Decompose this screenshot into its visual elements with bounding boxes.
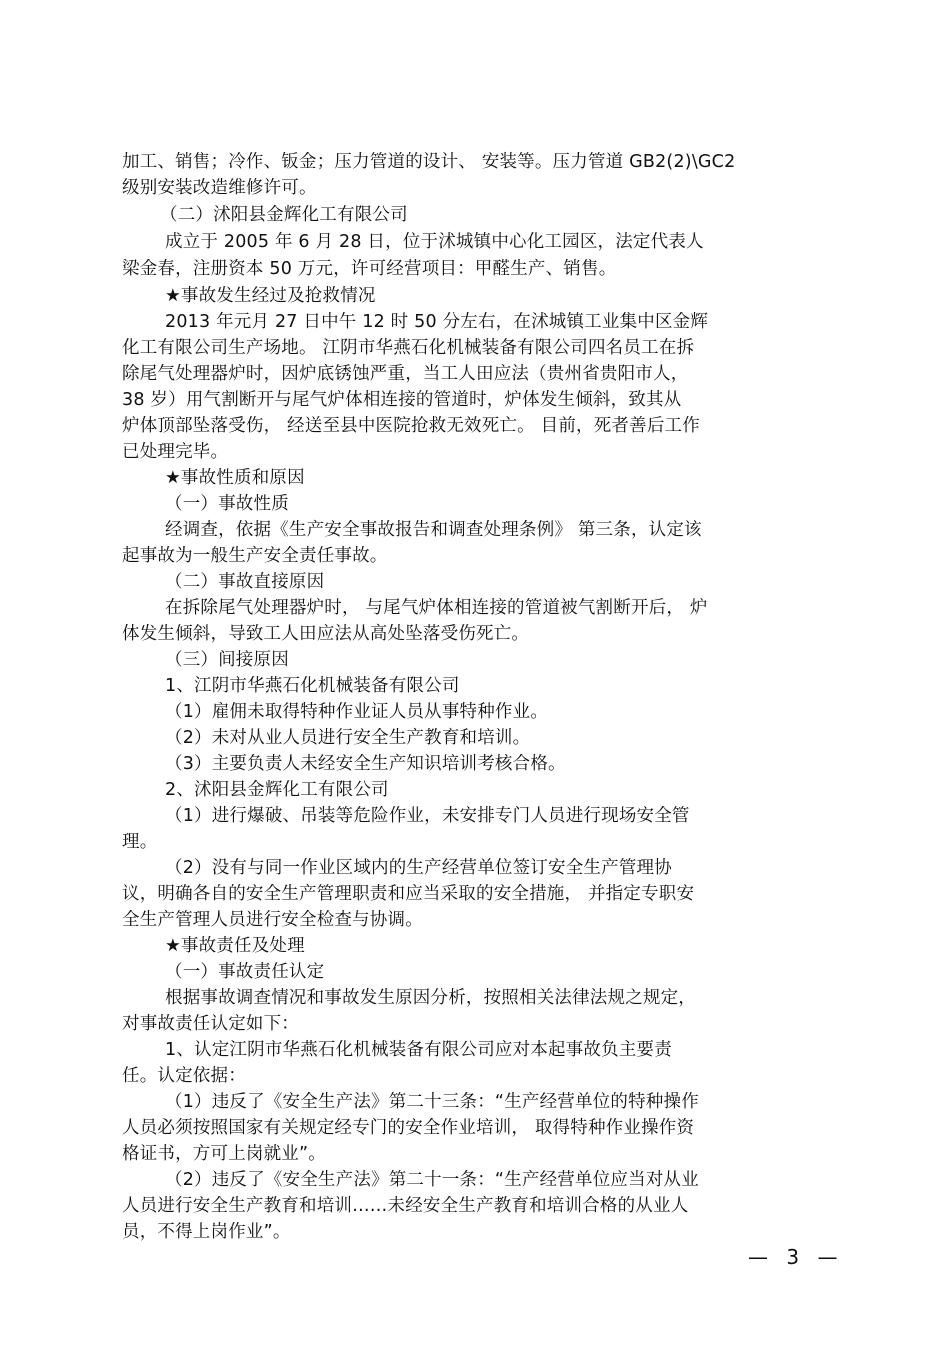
text-line: 体发生倾斜，导致工人田应法从高处坠落受伤死亡。 (122, 624, 530, 644)
text-line: 除尾气处理器炉时，因炉底锈蚀严重，当工人田应法（贵州省贵阳市人， (122, 364, 689, 384)
text-line: 已处理完毕。 (122, 442, 229, 462)
page-number: — 3 — (748, 1245, 844, 1269)
text-line: 根据事故调查情况和事故发生原因分析，按照相关法律法规之规定， (165, 988, 696, 1008)
text-line: 在拆除尾气处理器炉时， 与尾气炉体相连接的管道被气割断开后， 炉 (165, 598, 708, 618)
section-heading: ★事故责任及处理 (165, 936, 305, 956)
text-line: 对事故责任认定如下： (122, 1014, 299, 1034)
section-heading: ★事故发生经过及抢救情况 (165, 286, 376, 306)
text-line: 化工有限公司生产场地。 江阴市华燕石化机械装备有限公司四名员工在拆 (122, 338, 695, 358)
list-item: （2）违反了《安全生产法》第二十一条：“生产经营单位应当对从业 (165, 1170, 699, 1190)
text-line: 起事故为一般生产安全责任事故。 (122, 546, 388, 566)
text-line: 炉体顶部坠落受伤， 经送至县中医院抢救无效死亡。 目前，死者善后工作 (122, 416, 700, 436)
section-heading: （二）事故直接原因 (165, 572, 325, 592)
list-item: （1）违反了《安全生产法》第二十三条：“生产经营单位的特种操作 (165, 1092, 699, 1112)
text-line: 人员必须按照国家有关规定经专门的安全作业培训， 取得特种作业操作资 (122, 1118, 695, 1138)
text-line: 2013 年元月 27 日中午 12 时 50 分左右，在沭城镇工业集中区金辉 (165, 312, 709, 332)
text-line: 级别安装改造维修许可。 (122, 178, 317, 198)
text-line: 议，明确各自的安全生产管理职责和应当采取的安全措施， 并指定专职安 (122, 884, 695, 904)
section-heading: （二）沭阳县金辉化工有限公司 (160, 205, 408, 225)
list-item: （1）进行爆破、吊装等危险作业，未安排专门人员进行现场安全管 (165, 806, 690, 826)
section-heading: （三）间接原因 (165, 650, 289, 670)
list-item: 1、认定江阴市华燕石化机械装备有限公司应对本起事故负主要责 (165, 1040, 672, 1060)
list-item: （2）没有与同一作业区域内的生产经营单位签订安全生产管理协 (165, 858, 672, 878)
text-line: 员，不得上岗作业”。 (122, 1222, 291, 1242)
text-line: 人员进行安全生产教育和培训……未经安全生产教育和培训合格的从业人 (122, 1196, 689, 1216)
text-line: 成立于 2005 年 6 月 28 日，位于沭城镇中心化工园区，法定代表人 (165, 232, 704, 252)
list-item: （3）主要负责人未经安全生产知识培训考核合格。 (165, 754, 566, 774)
list-item: 1、江阴市华燕石化机械装备有限公司 (165, 676, 460, 696)
text-line: 梁金春，注册资本 50 万元，许可经营项目：甲醛生产、销售。 (122, 259, 617, 279)
list-item: 2、沭阳县金辉化工有限公司 (165, 780, 389, 800)
text-line: 经调查，依据《生产安全事故报告和调查处理条例》 第三条，认定该 (165, 520, 702, 540)
text-line: 全生产管理人员进行安全检查与协调。 (122, 910, 423, 930)
list-item: （1）雇佣未取得特种作业证人员从事特种作业。 (165, 702, 549, 722)
text-line: 任。认定依据： (122, 1066, 246, 1086)
text-line: 理。 (122, 832, 158, 852)
text-line: 格证书，方可上岗就业”。 (122, 1144, 326, 1164)
text-line: 加工、销售；冷作、钣金；压力管道的设计、 安装等。压力管道 GB2(2)\GC2 (122, 152, 736, 172)
section-heading: ★事故性质和原因 (165, 468, 305, 488)
list-item: （2）未对从业人员进行安全生产教育和培训。 (165, 728, 531, 748)
section-heading: （一）事故责任认定 (165, 962, 325, 982)
text-line: 38 岁）用气割断开与尾气炉体相连接的管道时，炉体发生倾斜，致其从 (122, 390, 682, 410)
section-heading: （一）事故性质 (165, 494, 289, 514)
